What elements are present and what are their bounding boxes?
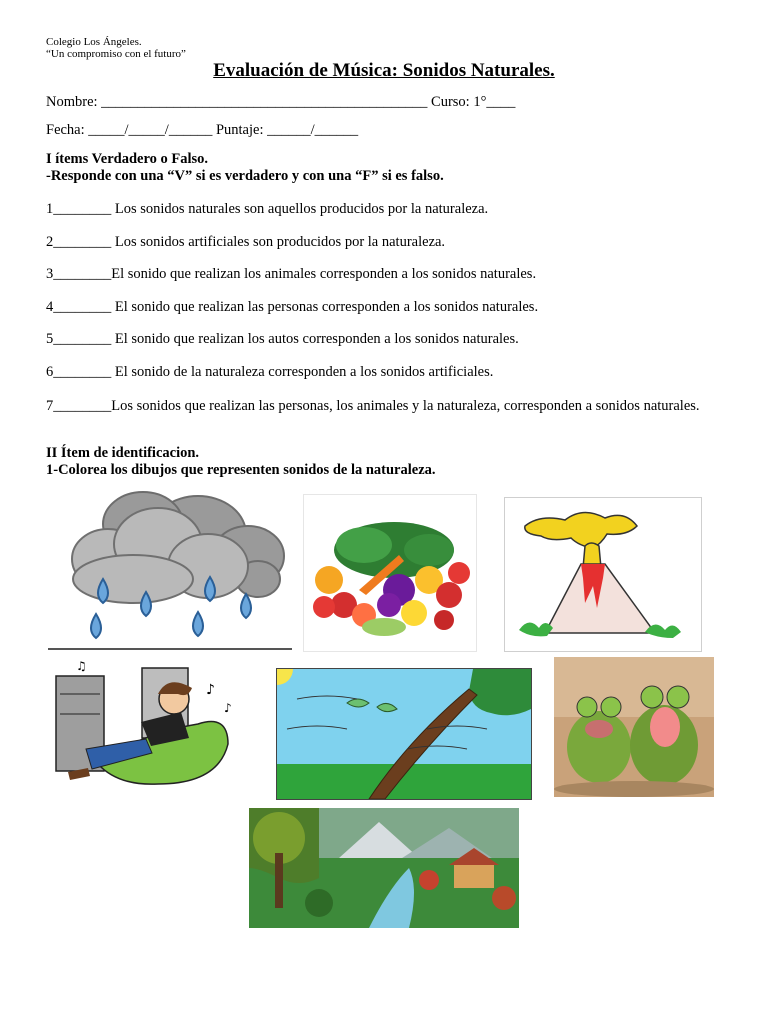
- svg-text:♪: ♪: [224, 701, 232, 715]
- question-5: 5________ El sonido que realizan los autos corresponden a los sonidos naturales.: [46, 331, 519, 347]
- section2-heading: II Ítem de identificacion.: [46, 445, 200, 461]
- windy-tree-icon: [276, 668, 532, 800]
- svg-text:♫: ♫: [76, 659, 87, 673]
- section1-heading: I ítems Verdadero o Falso.: [46, 151, 209, 167]
- school-motto: “Un compromiso con el futuro”: [46, 48, 186, 60]
- rain-cloud-icon: [48, 484, 292, 652]
- school-name: Colegio Los Ángeles.: [46, 36, 142, 48]
- question-6: 6________ El sonido de la naturaleza corresponden a los sonidos artificiales.: [46, 364, 494, 380]
- school-header: [46, 36, 186, 60]
- landscape-painting-icon: [249, 808, 519, 928]
- question-7: 7________Los sonidos que realizan las personas, los animales y la naturaleza, corresponden a sonidos naturales.: [46, 398, 700, 414]
- fruits-vegetables-icon: [303, 494, 477, 652]
- page-title: Evaluación de Música: Sonidos Naturales.: [213, 60, 555, 81]
- person-listening-music-icon: [46, 654, 242, 796]
- frogs-icon: [554, 657, 714, 797]
- question-1: 1________ Los sonidos naturales son aquellos producidos por la naturaleza.: [46, 201, 489, 217]
- question-3: 3________El sonido que realizan los animales corresponden a los sonidos naturales.: [46, 266, 537, 282]
- volcano-icon: [504, 497, 702, 652]
- name-course-field: Nombre: _____________________________________________ Curso: 1°____: [46, 94, 516, 110]
- section2-instruction: 1-Colorea los dibujos que representen sonidos de la naturaleza.: [46, 462, 436, 478]
- question-4: 4________ El sonido que realizan las personas corresponden a los sonidos naturales.: [46, 299, 539, 315]
- question-2: 2________ Los sonidos artificiales son producidos por la naturaleza.: [46, 234, 446, 250]
- section1-instruction: -Responde con una “V” si es verdadero y con una “F” si es falso.: [46, 168, 444, 184]
- date-score-field: Fecha: _____/_____/______ Puntaje: ______/______: [46, 122, 359, 138]
- svg-text:♪: ♪: [206, 682, 215, 698]
